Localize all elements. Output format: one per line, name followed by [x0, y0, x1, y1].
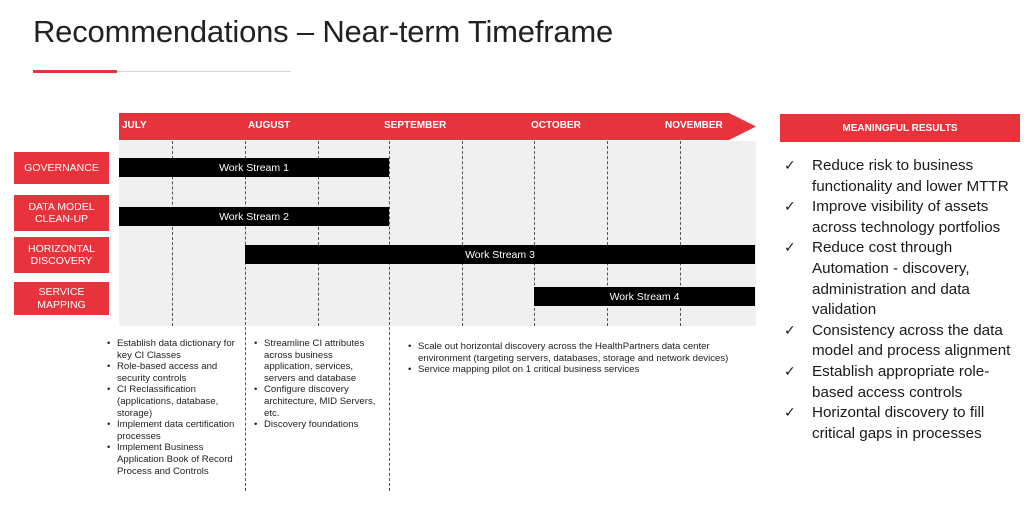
grid-line [389, 141, 390, 491]
title-accent-bar [33, 70, 117, 73]
list-item: • Configure discovery architecture, MID Servers, etc. [254, 384, 382, 419]
list-item: • Service mapping pilot on 1 critical business services [408, 364, 738, 376]
check-icon: ✓ [784, 240, 796, 257]
row-label-governance: GOVERNANCE [14, 152, 109, 184]
check-icon: ✓ [784, 199, 796, 216]
row-label-service-mapping: SERVICE MAPPING [14, 282, 109, 315]
detail-list-col1 [107, 338, 243, 477]
month-label-september: SEPTEMBER [384, 120, 447, 131]
list-item: • Streamline CI attributes across business application, services, servers and database [254, 338, 382, 384]
grid-line [245, 141, 246, 491]
workstream-bar-2: Work Stream 2 [119, 207, 389, 226]
workstream-bar-4: Work Stream 4 [534, 287, 755, 306]
result-item: ✓ Establish appropriate role-based access controls [784, 362, 990, 401]
result-item: ✓ Improve visibility of assets across technology portfolios [784, 198, 1001, 236]
detail-list-col3 [408, 341, 738, 376]
results-list [784, 156, 1024, 444]
month-label-october: OCTOBER [531, 120, 581, 131]
row-label-data-model: DATA MODEL CLEAN-UP [14, 195, 109, 231]
results-header: MEANINGFUL RESULTS [780, 114, 1020, 142]
result-item: ✓ Horizontal discovery to fill critical gaps in processes [784, 404, 985, 442]
grid-line [462, 141, 463, 326]
check-icon: ✓ [784, 363, 796, 380]
result-item: ✓ Consistency across the data model and process alignment [784, 321, 1011, 360]
list-item: • Implement Business Application Book of Record Process and Controls [107, 442, 243, 477]
list-item: • Implement data certification processes [107, 419, 243, 442]
check-icon: ✓ [784, 322, 796, 339]
result-item: ✓ Reduce risk to business functionality and lower MTTR [784, 157, 1009, 195]
month-label-november: NOVEMBER [665, 120, 723, 131]
list-item: • Role-based access and security controls [107, 361, 243, 384]
list-item: • Scale out horizontal discovery across the HealthPartners data center environment (targeting servers, databases, storage and network devices) [408, 341, 738, 364]
page-title: Recommendations – Near-term Timeframe [33, 14, 614, 49]
month-label-august: AUGUST [248, 120, 291, 131]
check-icon: ✓ [784, 158, 796, 174]
workstream-bar-3: Work Stream 3 [245, 245, 755, 264]
detail-list-col2 [254, 338, 382, 431]
row-label-horizontal-discovery: HORIZONTAL DISCOVERY [14, 237, 109, 273]
check-icon: ✓ [784, 405, 796, 422]
list-item: • CI Reclassification (applications, database, storage) [107, 384, 243, 419]
list-item: • Discovery foundations [254, 419, 382, 431]
list-item: • Establish data dictionary for key CI Classes [107, 338, 243, 361]
result-item: ✓ Reduce cost through Automation - discovery, administration and data validation [784, 239, 970, 319]
workstream-bar-1: Work Stream 1 [119, 158, 389, 177]
month-label-july: JULY [122, 120, 147, 131]
timeline-arrow [119, 113, 756, 140]
